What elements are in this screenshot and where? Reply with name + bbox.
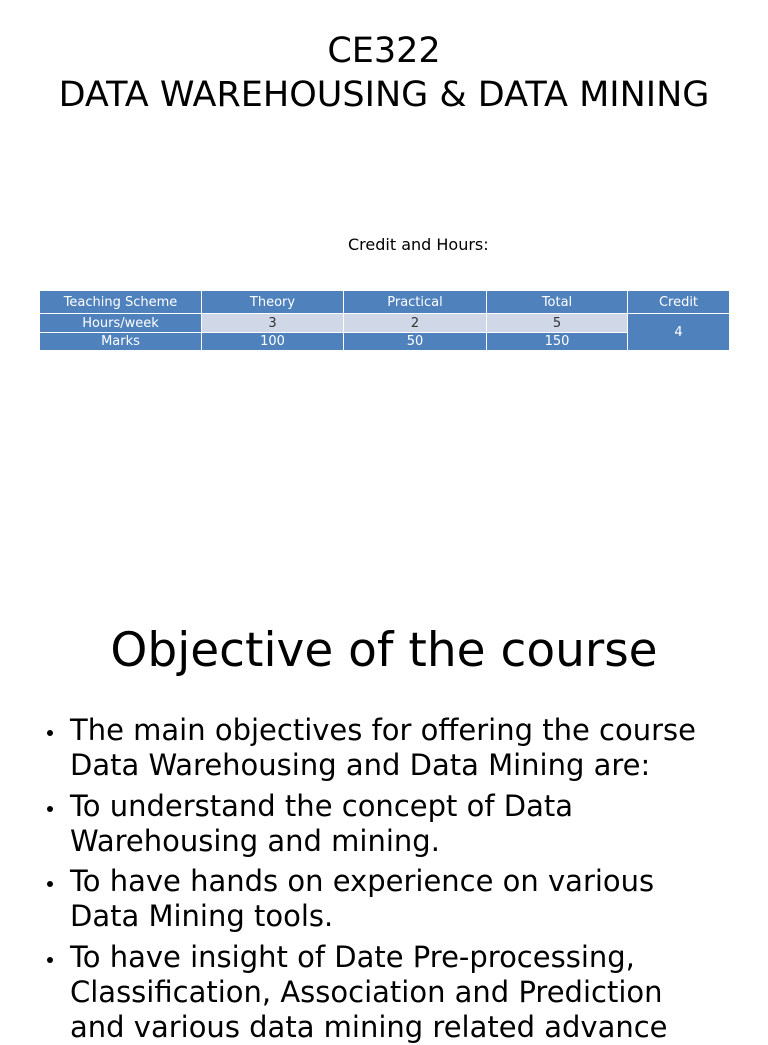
bullet-icon [47, 957, 53, 963]
table-header-row [40, 291, 730, 314]
row-label-marks: Marks [40, 333, 202, 351]
header-total: Total [487, 291, 628, 314]
objective-heading: Objective of the course [110, 623, 658, 678]
objective-item [40, 713, 715, 783]
cell-marks-theory: 100 [202, 333, 344, 351]
table-caption: Credit and Hours: [348, 235, 489, 254]
cell-marks-practical: 50 [344, 333, 487, 351]
course-title-block [0, 29, 768, 117]
row-label-hours: Hours/week [40, 314, 202, 333]
header-credit: Credit [628, 291, 730, 314]
objective-text: To have insight of Date Pre-processing, Classification, Association and Prediction and various data mining related advance [70, 939, 668, 1044]
cell-credit: 4 [628, 314, 730, 351]
objective-item [40, 940, 715, 1045]
objectives-list [40, 713, 715, 1045]
header-practical: Practical [344, 291, 487, 314]
objective-text: To have hands on experience on various Data Mining tools. [70, 864, 655, 933]
cell-marks-total: 150 [487, 333, 628, 351]
cell-hours-total: 5 [487, 314, 628, 333]
objective-item [40, 864, 715, 934]
objectives-list-container [40, 713, 715, 1044]
cell-hours-theory: 3 [202, 314, 344, 333]
objective-item [40, 789, 715, 859]
objective-text: The main objectives for offering the course Data Warehousing and Data Mining are: [70, 713, 696, 782]
cell-hours-practical: 2 [344, 314, 487, 333]
bullet-icon [47, 881, 53, 887]
credit-hours-table [39, 290, 730, 351]
bullet-icon [47, 806, 53, 812]
course-name: DATA WAREHOUSING & DATA MINING [58, 75, 710, 115]
course-code: CE322 [327, 31, 441, 71]
header-teaching-scheme: Teaching Scheme [40, 291, 202, 314]
table-row-hours [40, 314, 730, 333]
bullet-icon [47, 730, 53, 736]
objective-text: To understand the concept of Data Warehousing and mining. [70, 788, 574, 858]
table-row-marks [40, 333, 730, 351]
header-theory: Theory [202, 291, 344, 314]
